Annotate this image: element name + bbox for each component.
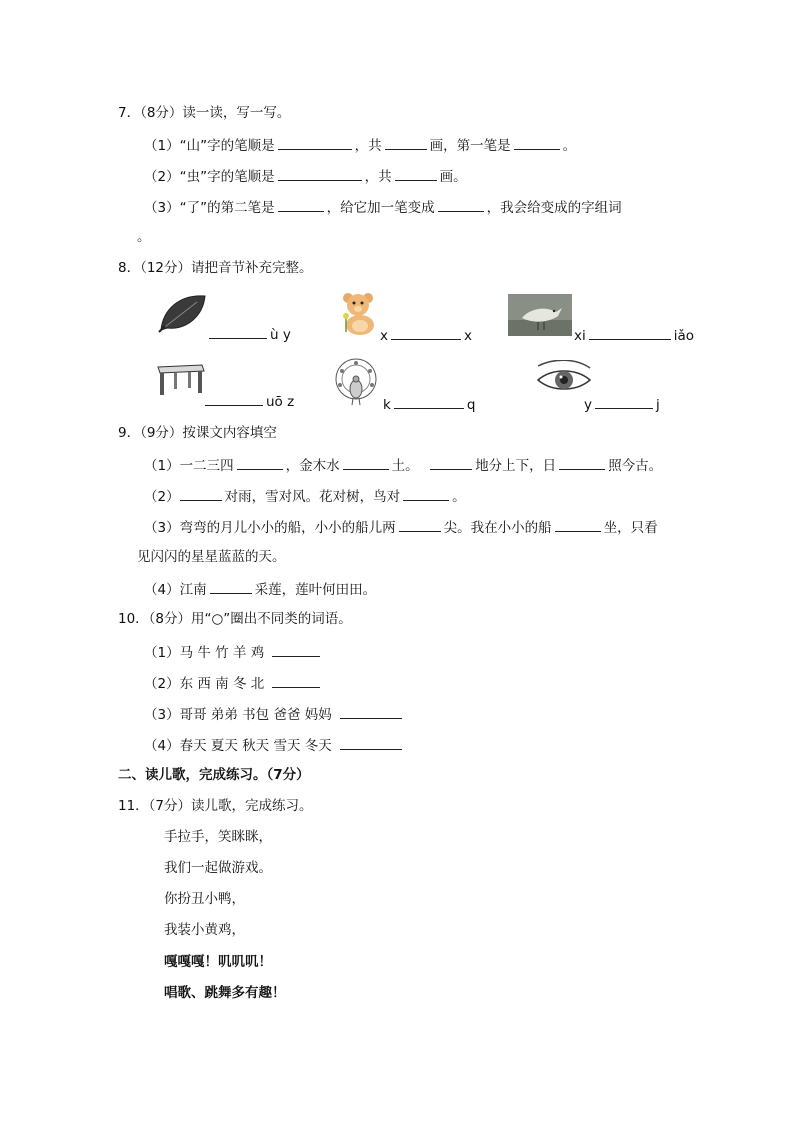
bear-icon: [338, 290, 382, 336]
q9-sub1-text-d: 地分上下，日: [475, 458, 557, 474]
q10-stem: 10．（8分）用“○”圈出不同类的词语。: [118, 611, 352, 627]
answer-blank[interactable]: [399, 517, 441, 532]
q9-sub3-text-c: 坐，只看: [603, 520, 658, 536]
q7-stem: 7．（8分）读一读，写一写。: [118, 105, 291, 121]
q8-item6: [584, 394, 660, 414]
q9-sub1-text-e: 照今古。: [608, 458, 663, 474]
q10-item3-text: （3）哥哥 弟弟 书包 爸爸 妈妈: [144, 707, 332, 723]
q9-sub4: [144, 579, 376, 599]
q9-sub2-text-b: 对雨，雪对风。花对树，鸟对: [224, 489, 401, 505]
answer-blank[interactable]: [340, 704, 402, 719]
answer-blank[interactable]: [438, 197, 484, 212]
q9-sub1-text-a: （1）一二三四: [144, 458, 234, 474]
poem-line: 你扮丑小鸭，: [164, 891, 245, 907]
q7-sub1: [144, 135, 576, 155]
q9-sub3-text-a: （3）弯弯的月儿小小的船，小小的船儿两: [144, 520, 396, 536]
q10-item1: [144, 642, 323, 662]
q10-item3: [144, 704, 405, 724]
table-icon: [156, 361, 206, 397]
q9-sub3-text-b: 尖。我在小小的船: [443, 520, 552, 536]
answer-blank[interactable]: [395, 166, 437, 181]
poem-line: 我们一起做游戏。: [164, 860, 272, 876]
q8-item3-left: xi: [574, 328, 586, 344]
q9-sub2-text-c: 。: [452, 489, 466, 505]
answer-blank[interactable]: [595, 394, 653, 409]
q7-sub1-text-c: 画，第一笔是: [429, 138, 511, 154]
q9-sub4-text-a: （4）江南: [144, 582, 207, 598]
q7-sub2: [144, 166, 467, 186]
leaf-icon: [157, 292, 209, 334]
q8-item5: [383, 394, 475, 414]
q8-item1: [209, 324, 291, 344]
answer-blank[interactable]: [340, 735, 402, 750]
poem-line: 我装小黄鸡，: [164, 922, 245, 938]
q7-sub1-text-b: ，共: [354, 138, 382, 154]
section-title: 二、读儿歌，完成练习。（7分）: [118, 767, 310, 783]
q10-item4: [144, 735, 405, 755]
poem-line: 唱歌、跳舞多有趣！: [164, 985, 286, 1001]
q7-sub3-text-a: （3）“了”的第二笔是: [144, 200, 275, 216]
q8-item3-right: iǎo: [673, 328, 695, 344]
answer-blank[interactable]: [430, 455, 472, 470]
eye-icon: [534, 360, 594, 396]
answer-blank[interactable]: [209, 324, 267, 339]
answer-blank[interactable]: [343, 455, 389, 470]
answer-blank[interactable]: [237, 455, 283, 470]
answer-blank[interactable]: [272, 673, 320, 688]
q10-item2-text: （2）东 西 南 冬 北: [144, 676, 265, 692]
q8-item6-left: y: [584, 397, 592, 413]
q9-sub2-text-a: （2）: [144, 489, 180, 505]
q10-item4-text: （4）春天 夏天 秋天 雪天 冬天: [144, 738, 332, 754]
q10-item1-text: （1）马 牛 竹 羊 鸡: [144, 645, 265, 661]
answer-blank[interactable]: [210, 579, 252, 594]
answer-blank[interactable]: [278, 166, 362, 181]
answer-blank[interactable]: [272, 642, 320, 657]
q7-sub2-text-a: （2）“虫”字的笔顺是: [144, 169, 275, 185]
q8-item5-left: k: [383, 397, 391, 413]
q9-stem: 9．（9分）按课文内容填空: [118, 425, 277, 441]
answer-blank[interactable]: [278, 135, 352, 150]
answer-blank[interactable]: [391, 325, 461, 340]
q7-sub3: [144, 197, 622, 217]
q7-sub1-text-a: （1）“山”字的笔顺是: [144, 138, 275, 154]
answer-blank[interactable]: [555, 517, 601, 532]
q8-stem: 8．（12分）请把音节补充完整。: [118, 260, 313, 276]
poem-line: 手拉手，笑眯眯，: [164, 829, 272, 845]
q8-item2-left: x: [380, 328, 388, 344]
bird-icon: [508, 294, 572, 336]
peacock-icon: [333, 357, 379, 407]
answer-blank[interactable]: [514, 135, 560, 150]
q10-item2: [144, 673, 323, 693]
q8-item6-right: j: [656, 397, 660, 413]
answer-blank[interactable]: [559, 455, 605, 470]
q9-sub3: [144, 517, 658, 537]
q9-sub1: [144, 455, 662, 475]
answer-blank[interactable]: [385, 135, 427, 150]
q9-sub3-end: 见闪闪的星星蓝蓝的天。: [137, 549, 286, 565]
q7-sub2-text-c: 画。: [439, 169, 467, 185]
q8-item2: [380, 325, 472, 345]
q8-item4: [205, 391, 294, 411]
answer-blank[interactable]: [394, 394, 464, 409]
q11-stem: 11．（7分）读儿歌，完成练习。: [118, 798, 313, 814]
q8-item2-right: x: [464, 328, 472, 344]
q8-item3: [574, 325, 694, 345]
answer-blank[interactable]: [589, 325, 671, 340]
answer-blank[interactable]: [403, 486, 449, 501]
answer-blank[interactable]: [278, 197, 324, 212]
q8-item1-right: ù y: [270, 327, 291, 343]
answer-blank[interactable]: [205, 391, 263, 406]
q9-sub1-text-c: 土。: [391, 458, 419, 474]
q9-sub4-text-b: 采莲，莲叶何田田。: [254, 582, 377, 598]
q7-sub3-end: 。: [137, 229, 151, 245]
poem-line: 嘎嘎嘎！叽叽叽！: [164, 954, 272, 970]
q9-sub1-text-b: ，金木水: [285, 458, 340, 474]
q7-sub3-text-c: ，我会给变成的字组词: [486, 200, 622, 216]
q8-item4-right: uō z: [266, 394, 295, 410]
q8-item5-right: q: [466, 397, 476, 413]
answer-blank[interactable]: [180, 486, 222, 501]
q7-sub3-text-b: ，给它加一笔变成: [326, 200, 435, 216]
q7-sub2-text-b: ，共: [364, 169, 392, 185]
q7-sub1-text-d: 。: [562, 138, 577, 154]
q9-sub2: [144, 486, 466, 506]
